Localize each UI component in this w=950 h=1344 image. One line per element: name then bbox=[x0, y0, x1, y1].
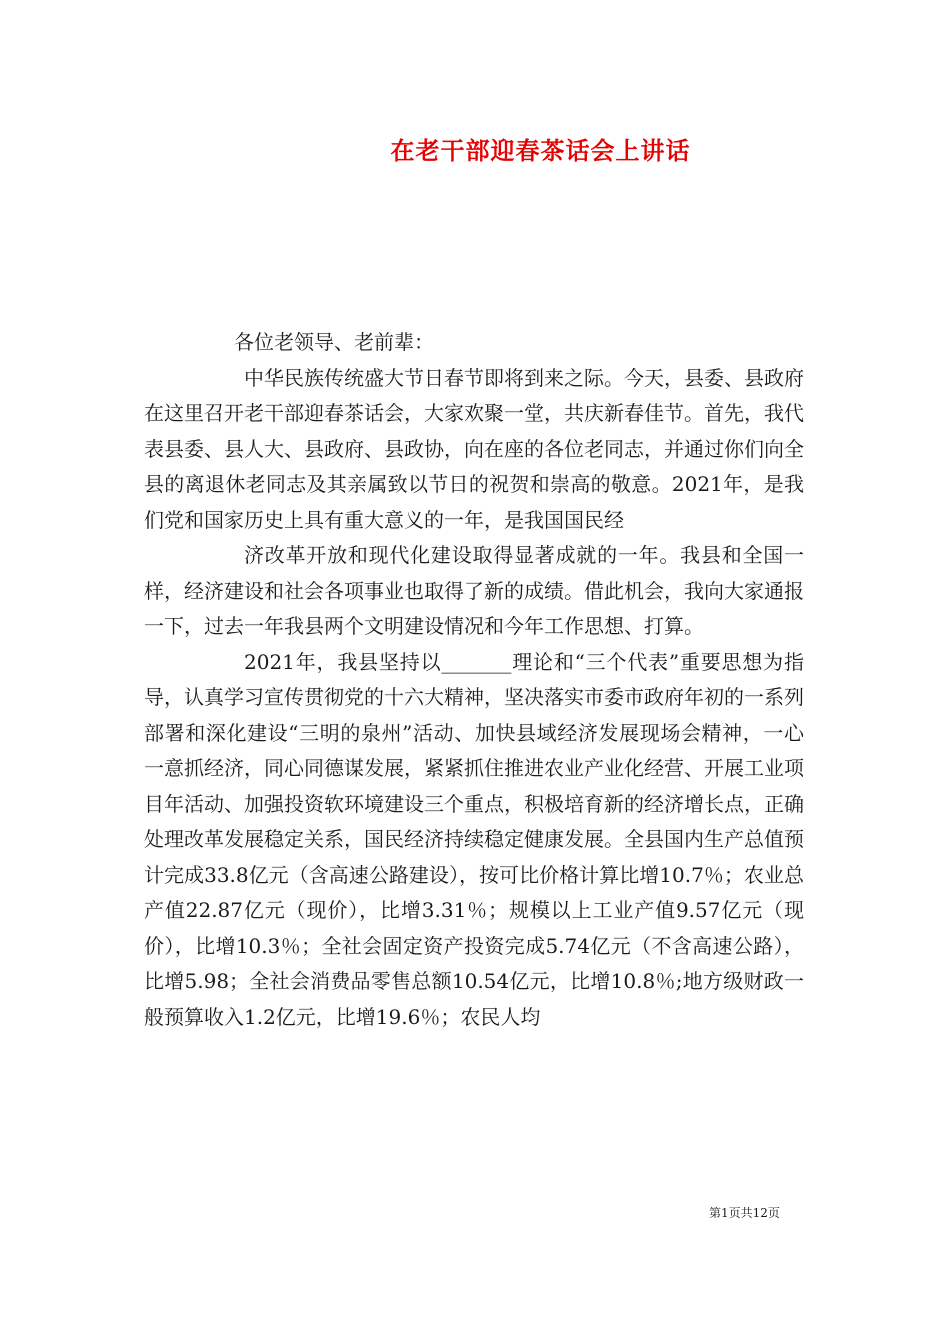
paragraph: 济改革开放和现代化建设取得显著成就的一年。我县和全国一样，经济建设和社会各项事业也取得了新的成绩。借此机会，我向大家通报一下，过去一年我县两个文明建设情况和今年工作思想、打算。 bbox=[144, 543, 804, 638]
salutation: 各位老领导、老前辈： bbox=[234, 330, 434, 354]
page-number: 第1页共12页 bbox=[709, 1206, 780, 1220]
document-body bbox=[144, 325, 804, 1035]
paragraph: 中华民族传统盛大节日春节即将到来之际。今天，县委、县政府在这里召开老干部迎春茶话会，大家欢聚一堂，共庆新春佳节。首先，我代表县委、县人大、县政府、县政协，向在座的各位老同志，并通过你们向全县的离退休老同志及其亲属致以节日的祝贺和崇高的敬意。2021年，是我们党和国家历史上具有重大意义的一年，是我国国民经 bbox=[144, 365, 804, 532]
document-title: 在老干部迎春茶话会上讲话 bbox=[390, 136, 691, 165]
paragraph: 2021年，我县坚持以_______理论和“三个代表”重要思想为指导，认真学习宣传贯彻党的十六大精神，坚决落实市委市政府年初的一系列部署和深化建设“三明的泉州”活动、加快县域经济发展现场会精神，一心一意抓经济，同心同德谋发展，紧紧抓住推进农业产业化经营、开展工业项目年活动、加强投资软环境建设三个重点，积极培育新的经济增长点，正确处理改革发展稳定关系，国民经济持续稳定健康发展。全县国内生产总值预计完成33.8亿元（含高速公路建设），按可比价格计算比增10.7％；农业总产值22.87亿元（现价），比增3.31％；规模以上工业产值9.57亿元（现价），比增10.3％；全社会固定资产投资完成5.74亿元（不含高速公路），比增5.98；全社会消费品零售总额10.54亿元，比增10.8％;地方级财政一般预算收入1.2亿元，比增19.6％；农民人均 bbox=[144, 649, 804, 1029]
